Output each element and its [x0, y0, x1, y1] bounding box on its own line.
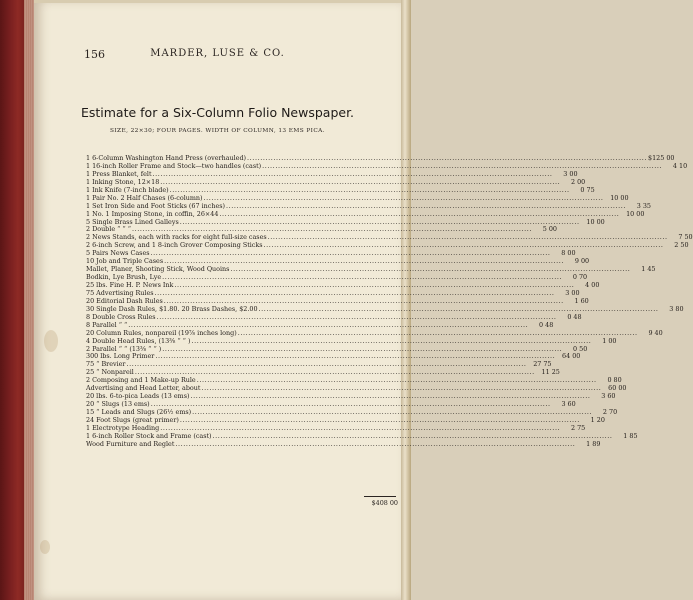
estimate-total: $408 00 [371, 499, 398, 507]
line-item-price: 2 00 [571, 177, 586, 186]
line-item-price: 8 00 [561, 249, 576, 258]
line-item-description: Mallet, Planer, Shooting Stick, Wood Quoins [86, 265, 230, 274]
line-item-description: 1 Pair No. 2 Half Chases (6-column) [86, 193, 203, 202]
line-item-price: 2 75 [570, 423, 586, 432]
line-item-description: 4 Double Head Rules, (13⅜ “ “ ) [86, 336, 191, 345]
line-item-price: 9 40 [648, 328, 663, 337]
line-item-price: 4 10 [672, 161, 688, 170]
line-item-description: 1 Press Blanket, felt [86, 169, 152, 178]
paper-stain [40, 540, 50, 554]
line-item-description: 1 Inking Stone, 12×18 [86, 177, 160, 186]
line-item-description: Wood Furniture and Reglet [86, 439, 175, 448]
line-item-description: Bodkin, Lye Brush, Lye [86, 273, 162, 282]
estimate-subtitle: SIZE, 22×30; FOUR PAGES. WIDTH OF COLUMN, 13 EMS PICA. [109, 128, 325, 134]
line-item-description: 1 6-Column Washington Hand Press (overhauled) [86, 154, 247, 162]
line-item-description: 20 “ Slugs (13 ems) [86, 400, 150, 409]
estimate-item-list [86, 154, 693, 449]
line-item-price: 1 00 [602, 336, 617, 345]
line-item-price: 3 00 [565, 288, 580, 297]
line-item-price: 0 75 [580, 185, 595, 194]
line-item-description: 300 lbs. Long Primer [86, 352, 155, 361]
line-item-description: 1 16-inch Roller Frame and Stock—two handles (cast) [86, 161, 262, 170]
line-item-description: 25 “ Nonpareil [86, 368, 134, 377]
line-item-description: 2 Double “ “ “ [86, 225, 131, 234]
line-item-description: 8 Parallel “ “ [86, 320, 128, 329]
line-item-price: 9 00 [574, 257, 590, 266]
line-item-description: 15 “ Leads and Slugs (26½ ems) [86, 408, 192, 416]
line-item-price: 0 80 [607, 376, 622, 385]
line-item-description: Advertising and Head Letter, about [86, 384, 201, 393]
line-item-description: 75 Advertising Rules [86, 288, 154, 297]
line-item-description: 1 Electrotype Heading [86, 423, 160, 432]
line-item-price: 0 48 [567, 312, 582, 321]
line-item-price: 7 50 [678, 233, 693, 242]
line-item-price: 3 60 [601, 392, 616, 401]
line-item-price: 1 85 [623, 431, 638, 440]
line-item-description: 20 Editorial Dash Rules [86, 296, 163, 305]
line-item-price: 0 48 [539, 320, 554, 329]
line-item-price: 1 20 [590, 415, 605, 424]
line-item-description: 20 lbs. 6-to-pica Leads (13 ems) [86, 392, 190, 401]
line-item-description: 24 Foot Slugs (great primer) [86, 415, 179, 424]
line-item-description: 10 Job and Triple Cases [86, 257, 164, 266]
line-item-price: 3 60 [561, 400, 576, 409]
line-item-price: 60 00 [608, 384, 627, 393]
line-item-price: 2 50 [674, 241, 689, 250]
line-item-description: 2 News Stands, each with racks for eight full-size cases [86, 233, 267, 242]
line-item-price: 1 60 [574, 296, 589, 305]
page-number: 156 [84, 48, 105, 61]
line-item-description: 1 Ink Knife (7-inch blade) [86, 185, 169, 194]
top-margin-band [34, 0, 401, 3]
line-item-price: 1 89 [586, 439, 601, 448]
line-item-price: 1 45 [641, 265, 656, 274]
line-item-price: 4 00 [585, 281, 600, 289]
paper-stain [44, 330, 58, 352]
line-item-description: 25 lbs. Fine H. P. News Ink [86, 281, 174, 289]
book-page [34, 0, 693, 600]
line-item-price: 11 25 [541, 368, 560, 377]
line-item-description: 2 Parallel “ “ (13⅜ “ “ ) [86, 344, 162, 353]
line-item-description: 30 Single Dash Rules, $1.80. 20 Brass Dashes, $2.00 [86, 304, 258, 313]
line-item-description: 20 Column Rules, nonpareil (19⅞ inches long) [86, 328, 237, 337]
line-item-description: 1 6-inch Roller Stock and Frame (cast) [86, 431, 212, 440]
running-head: MARDER, LUSE & CO. [150, 48, 285, 59]
leader-dots [175, 441, 575, 449]
line-item-price: 3 35 [636, 201, 651, 210]
line-item-price: 2 70 [602, 408, 618, 416]
total-rule [364, 496, 396, 497]
line-item [86, 439, 601, 449]
line-item-description: 1 No. 1 Imposing Stone, in coffin, 26×44 [86, 209, 219, 218]
line-item-description: 5 Single Brass Lined Galleys [86, 217, 179, 226]
line-item-price: 0 50 [573, 344, 588, 353]
line-item-price: 10 00 [626, 209, 645, 218]
line-item-price: $125 00 [648, 154, 675, 162]
line-item-price: 5 00 [542, 225, 557, 234]
line-item-description: 5 Pairs News Cases [86, 249, 150, 258]
line-item-price: 0 70 [572, 273, 588, 282]
line-item-price: 10 00 [610, 193, 629, 202]
line-item-price: 27 75 [533, 360, 552, 369]
estimate-title: Estimate for a Six-Column Folio Newspaper. [80, 105, 355, 120]
line-item-description: 1 Set Iron Side and Foot Sticks (67 inches) [86, 201, 226, 210]
line-item-price: 3 00 [563, 169, 578, 178]
line-item-description: 8 Double Cross Rules [86, 312, 156, 321]
line-item-description: 75 “ Brevier [86, 360, 126, 369]
line-item-price: 3 80 [669, 304, 684, 313]
line-item-price: 64 00 [562, 352, 581, 361]
page-stack-edge [24, 0, 34, 600]
line-item-description: 2 6-inch Screw, and 1 8-inch Grover Composing Sticks [86, 241, 263, 250]
line-item-price: 10 00 [586, 217, 605, 226]
line-item-description: 2 Composing and 1 Make-up Rule [86, 376, 196, 385]
